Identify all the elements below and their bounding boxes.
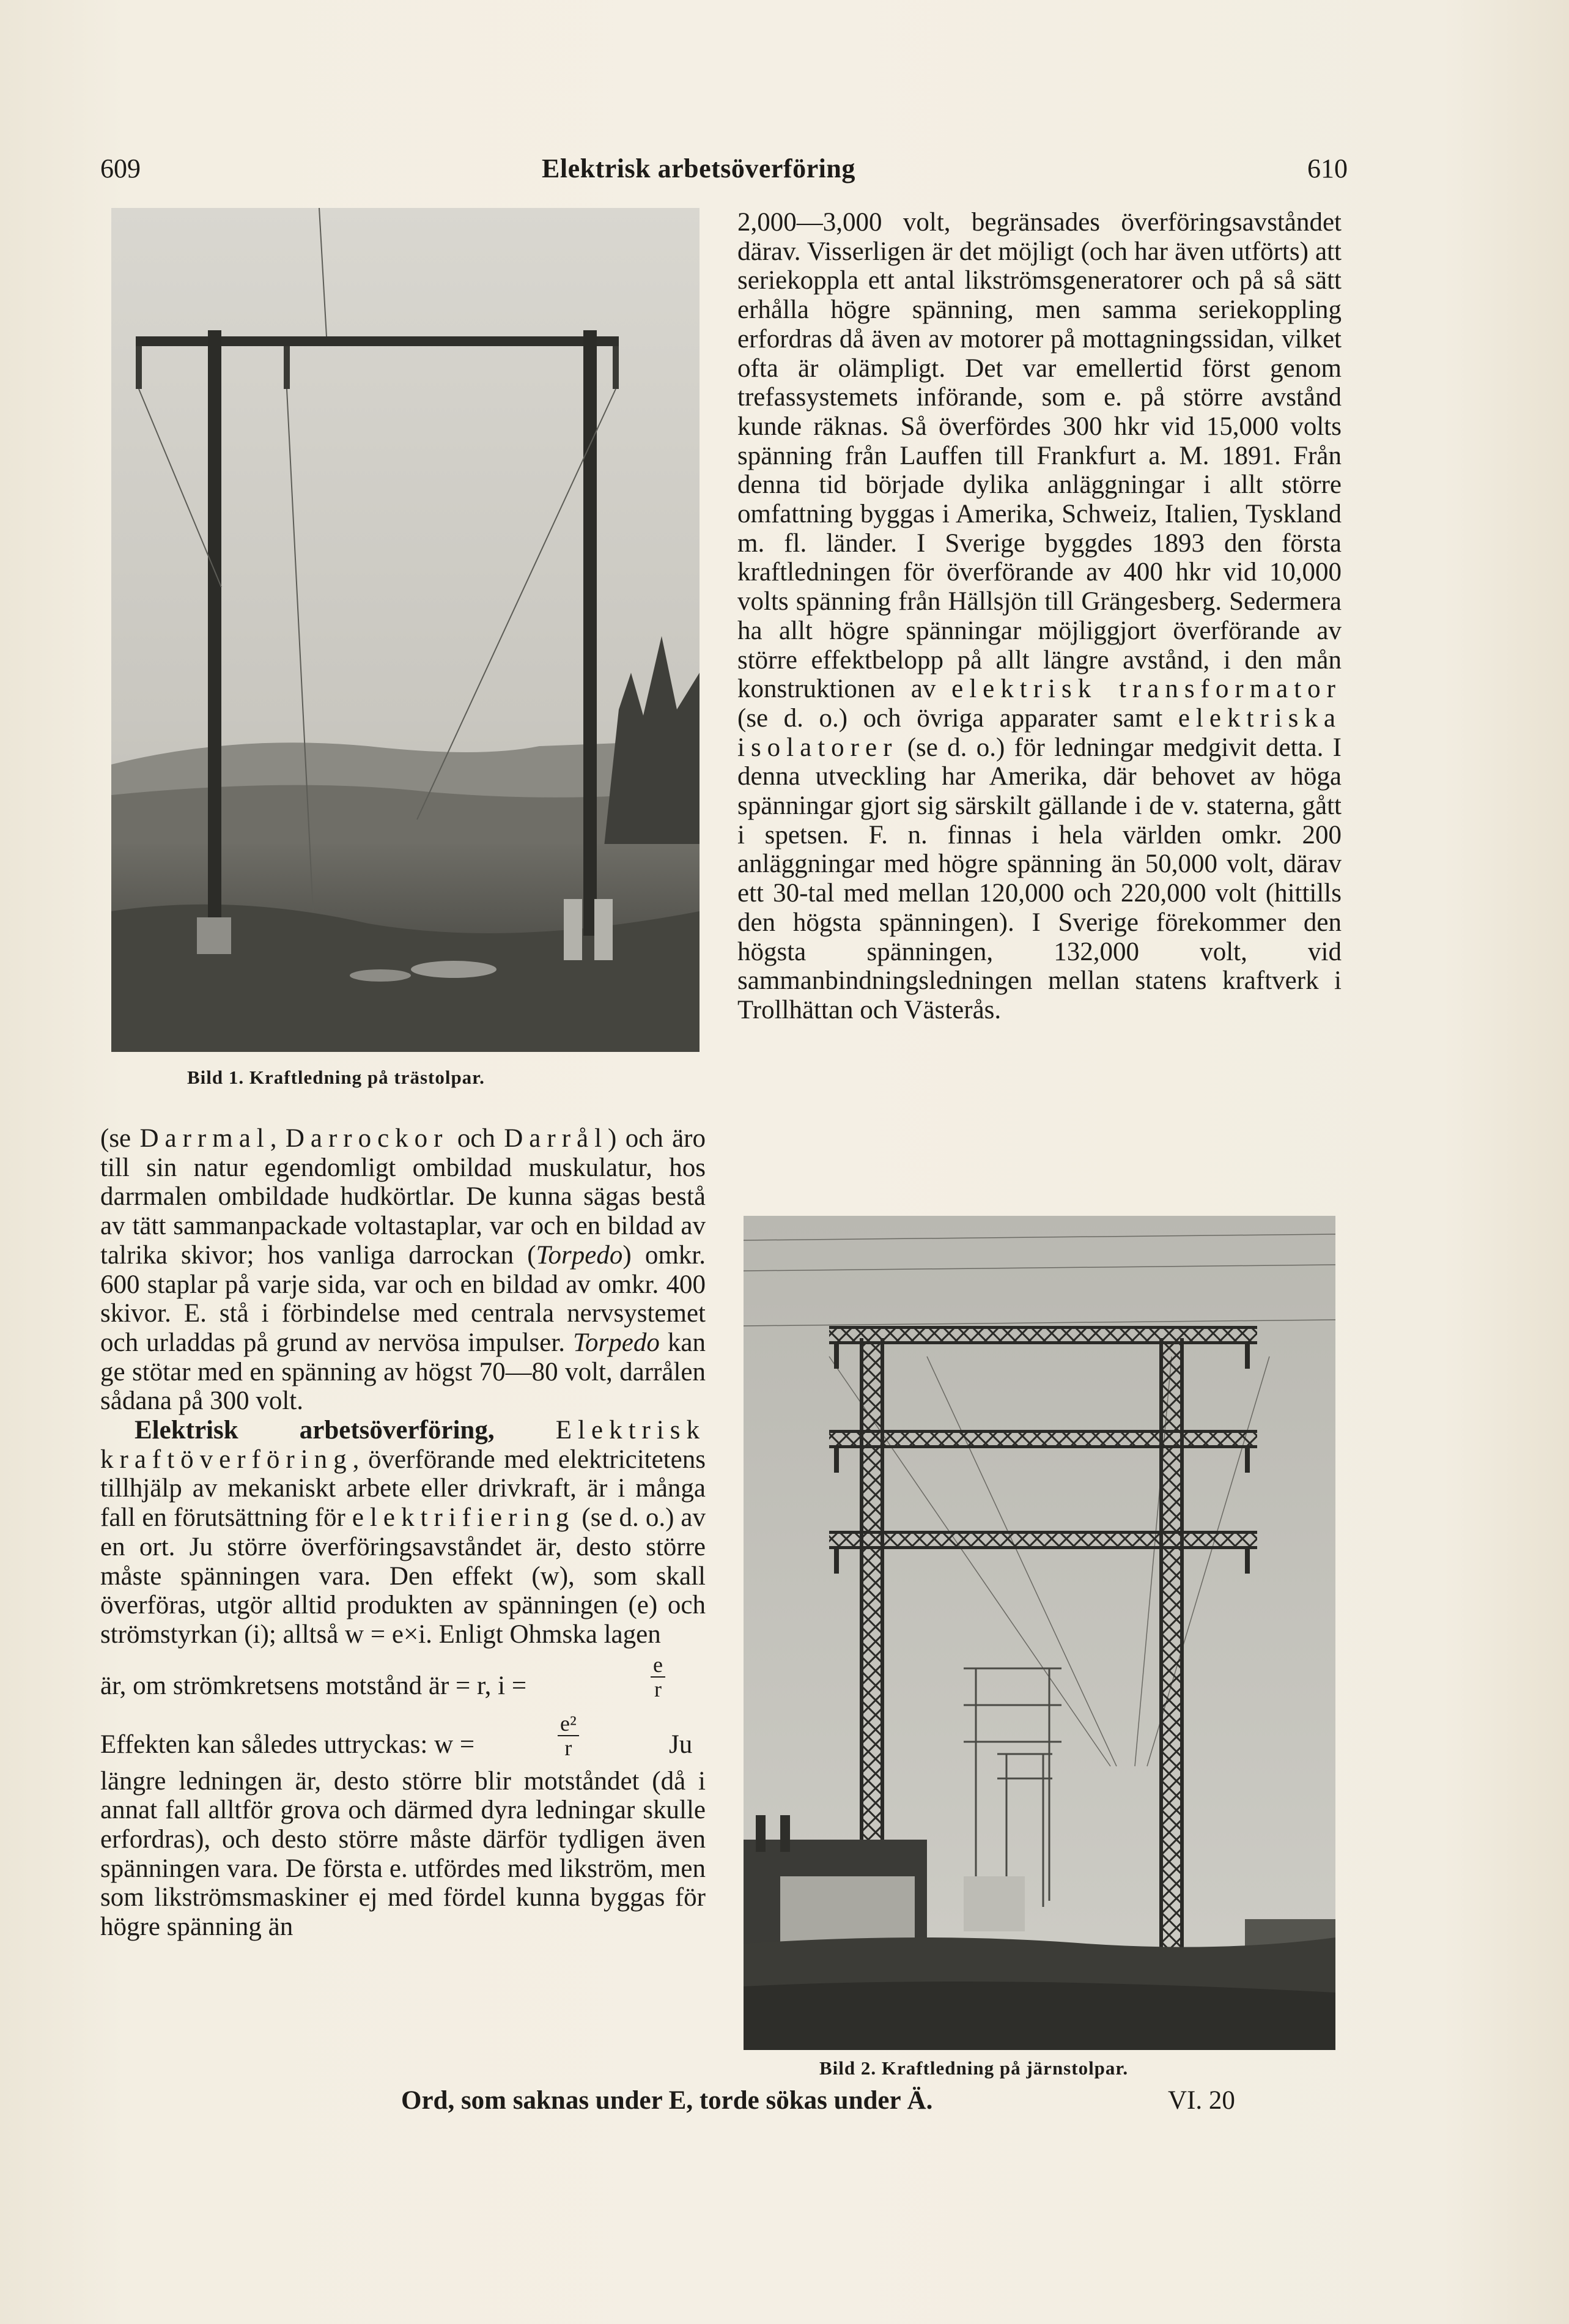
xref-darral: Darrål — [504, 1124, 608, 1153]
text: ) omkr. 600 staplar på varje sida, var och en bildad av omkr. 400 skivor. E. stå i förbindelse med centrala nervsystemet och urladdas på grund av nervösa impulser. — [100, 1240, 706, 1357]
numerator: e — [651, 1653, 665, 1678]
text: (se d. o.) och övriga apparater samt — [737, 703, 1178, 733]
text: ) och äro till sin natur egendomligt ombildad muskulatur, hos darrmalen ombildade hudkörtlar. De kunna sägas bestå av tätt sammanpackade voltastaplar, var och en bildad av talrika skivor; hos vanliga darrockan ( — [100, 1124, 706, 1270]
formula-ohms-law — [100, 1649, 706, 1708]
text: , — [270, 1124, 286, 1153]
paragraph-entry-elektrisk-arbetsoverforing — [100, 1416, 706, 1649]
formula-text: Effekten kan således uttryckas: w = — [100, 1730, 475, 1759]
footer-note: Ord, som saknas under E, torde sökas under Ä. — [401, 2086, 933, 2115]
formula-text: är, om strömkretsens motstånd är = r, i = — [100, 1671, 527, 1700]
paragraph-history — [737, 208, 1342, 1025]
term-torpedo: Torpedo — [536, 1240, 623, 1270]
fraction-e-over-r — [651, 1653, 665, 1701]
figure-wooden-poles-photo — [111, 208, 700, 1052]
right-column — [737, 208, 1342, 1025]
figure-1-caption: Bild 1. Kraftledning på trästolpar. — [187, 1067, 485, 1088]
xref-elektrifiering: elektrifiering — [352, 1503, 575, 1533]
xref-elektriska-isolatorer: elektriska isolatorer — [737, 703, 1342, 762]
text: och — [448, 1124, 504, 1153]
page-footer — [100, 2085, 1348, 2122]
text: (se — [100, 1124, 140, 1153]
text: , överförande med elektricitetens tillhjälp av mekaniskt arbete eller drivkraft, är i många fall en förutsättning för — [100, 1445, 706, 1533]
paragraph-continued: längre ledningen är, desto större blir motståndet (då i annat fall alltför grova och därmed dyra ledningar skulle erfordras), och desto större måste därför tydligen även spänningen vara. De första e. utfördes med likström, men som likströmsmaskiner ej med fördel kunna byggas för högre spänning än — [100, 1766, 706, 1942]
formula-power — [100, 1708, 706, 1767]
xref-darrmal: Darrmal — [139, 1124, 270, 1153]
photo-steel-tower-line — [744, 1216, 1335, 2050]
figure-steel-towers-photo — [744, 1216, 1335, 2050]
synonym-elektrisk-kraftoverforing: Elektrisk kraftöverföring — [100, 1416, 706, 1474]
photo-wooden-pole-line — [111, 208, 700, 1052]
paragraph-electric-organs — [100, 1124, 706, 1416]
xref-darrockor: Darrockor — [285, 1124, 449, 1153]
entry-headword: Elektrisk arbetsöverföring, — [135, 1416, 495, 1445]
text — [495, 1416, 556, 1445]
text: (se d. o.) för ledningar medgivit detta. I denna utveckling har Amerika, där behovet av höga spänningar gjort sig särskilt gällande i de v. staterna, gått i spetsen. F. n. finnas i hela världen omkr. 200 anläggningar med högre spänning än 50,000 volt, därav ett 30-tal med mellan 120,000 och 220,000 volt (hittills den högsta spänningen). I Sverige förekommer den högsta spänningen, 132,000 volt, vid sammanbindningsledningen mellan statens kraftverk i Trollhättan och Västerås. — [737, 733, 1342, 1024]
running-header — [100, 153, 1348, 190]
page-number-right: 610 — [1307, 154, 1348, 183]
volume-signature: VI. 20 — [1168, 2086, 1235, 2115]
fraction-e-squared-over-r — [558, 1712, 579, 1760]
xref-elektrisk-transformator: elektrisk transformator — [951, 675, 1342, 704]
term-torpedo: Torpedo — [573, 1328, 660, 1357]
running-title: Elektrisk arbetsöverföring — [542, 154, 855, 183]
text: kan ge stötar med en spänning av högst 70—80 volt, darrålen sådana på 300 volt. — [100, 1328, 706, 1416]
left-column — [100, 1124, 706, 1942]
figure-2-caption: Bild 2. Kraftledning på järnstolpar. — [819, 2057, 1129, 2079]
denominator: r — [654, 1676, 662, 1701]
formula-continuation: Ju — [669, 1730, 693, 1759]
page-number-left: 609 — [100, 154, 141, 183]
denominator: r — [564, 1735, 572, 1760]
text: 2,000—3,000 volt, begränsades överföringsavståndet därav. Visserligen är det möjligt (och har även utförts) att seriekoppla ett antal likströmsgeneratorer och på så sätt erhålla högre spänning, men samma seriekoppling erfordras då även av motorer på mottagningssidan, vilket ofta är olämpligt. Det var emellertid först genom trefassystemets införande, som e. på större avstånd kunde räknas. Så överfördes 300 hkr vid 15,000 volts spänning från Lauffen till Frankfurt a. M. 1891. Från denna tid började dylika anläggningar i allt större omfattning byggas i Amerika, Schweiz, Italien, Tyskland m. fl. länder. I Sverige byggdes 1893 den första kraftledningen för överförande av 400 hkr vid 10,000 volts spänning från Hällsjön till Grängesberg. Sedermera ha allt högre spänningar möjliggjort överförande av större effektbelopp på allt längre avstånd, i den mån konstruktionen av — [737, 208, 1342, 704]
text: (se d. o.) av en ort. Ju större överföringsavståndet är, desto större måste spänningen vara. Den effekt (w), som skall överföras, utgör alltid produkten av spänningen (e) och strömstyrkan (i); alltså w = e×i. Enligt Ohmska lagen — [100, 1503, 706, 1649]
numerator: e² — [558, 1712, 579, 1736]
